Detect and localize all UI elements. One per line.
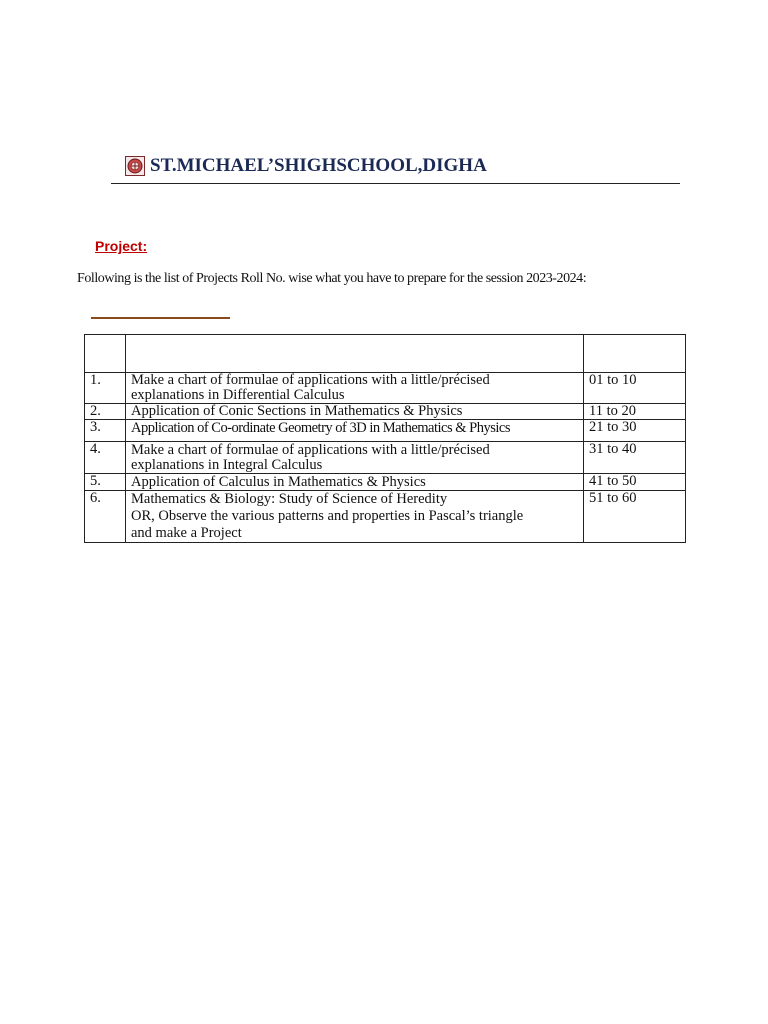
- table-row: [85, 420, 686, 442]
- row-project: [126, 474, 584, 491]
- header-cell-roll: [584, 335, 686, 373]
- row-number: 5.: [85, 474, 126, 491]
- row-roll-range: 11 to 20: [584, 404, 686, 420]
- section-divider: [91, 317, 230, 319]
- project-line: Application of Co-ordinate Geometry of 3D in Mathematics & Physics: [131, 420, 510, 436]
- table-row: [85, 373, 686, 404]
- row-number: 4.: [85, 442, 126, 474]
- row-project: [126, 442, 584, 474]
- table-row: [85, 442, 686, 474]
- intro-text: Following is the list of Projects Roll No. wise what you have to prepare for the session 2023-2024:: [77, 271, 587, 286]
- table-row: [85, 491, 686, 543]
- table-row: [85, 404, 686, 420]
- row-number: 2.: [85, 404, 126, 420]
- header-cell-no: [85, 335, 126, 373]
- project-line: Make a chart of formulae of applications with a little/précised: [131, 442, 490, 458]
- project-line: Application of Conic Sections in Mathematics & Physics: [131, 403, 463, 419]
- school-crest-icon: [125, 156, 145, 176]
- header-divider: [111, 183, 680, 184]
- project-line: Application of Calculus in Mathematics & Physics: [131, 474, 426, 490]
- row-project: [126, 420, 584, 442]
- row-project: [126, 491, 584, 543]
- row-roll-range: 31 to 40: [584, 442, 686, 474]
- row-roll-range: 21 to 30: [584, 420, 686, 442]
- school-header: [125, 155, 487, 177]
- project-line: Make a chart of formulae of applications with a little/précised: [131, 372, 490, 388]
- row-roll-range: 01 to 10: [584, 373, 686, 404]
- project-line: explanations in Integral Calculus: [131, 457, 323, 473]
- row-project: [126, 373, 584, 404]
- project-line: OR, Observe the various patterns and properties in Pascal’s triangle: [131, 508, 524, 524]
- header-cell-project: [126, 335, 584, 373]
- row-number: 6.: [85, 491, 126, 543]
- row-roll-range: 51 to 60: [584, 491, 686, 543]
- project-line: and make a Project: [131, 525, 242, 541]
- school-name: ST.MICHAEL’SHIGHSCHOOL,DIGHA: [150, 155, 487, 176]
- row-roll-range: 41 to 50: [584, 474, 686, 491]
- projects-table: [84, 334, 686, 543]
- project-line: explanations in Differential Calculus: [131, 387, 345, 403]
- section-label: Project:: [95, 238, 148, 254]
- row-number: 1.: [85, 373, 126, 404]
- project-line: Mathematics & Biology: Study of Science of Heredity: [131, 491, 448, 507]
- row-project: [126, 404, 584, 420]
- row-number: 3.: [85, 420, 126, 442]
- table-header-row: [85, 335, 686, 373]
- table-row: [85, 474, 686, 491]
